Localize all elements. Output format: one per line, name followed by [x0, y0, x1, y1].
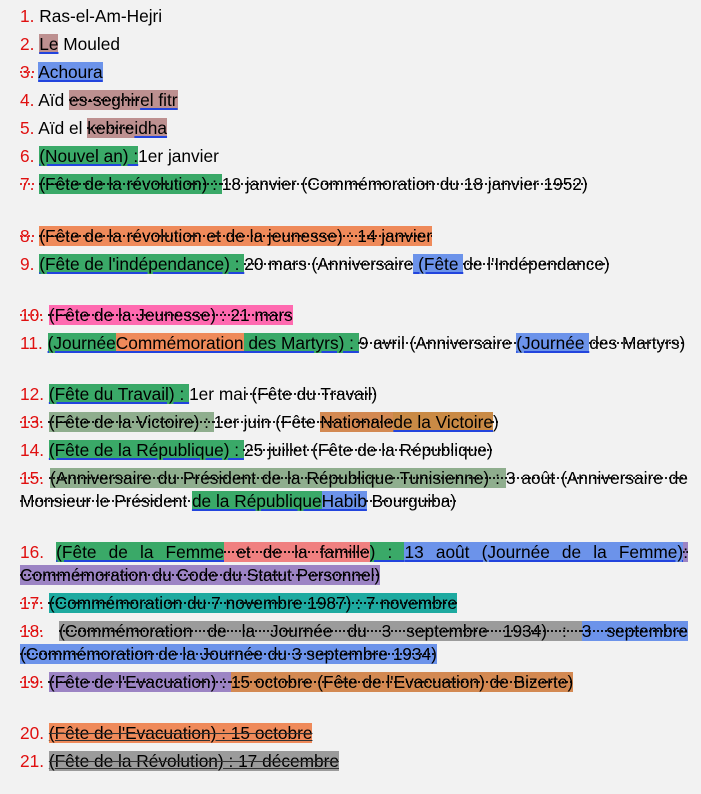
item-number: 8.: [20, 226, 35, 246]
item-text-segment: 1er janvier: [138, 146, 219, 166]
item-text-segment: (Fête de la Victoire) :: [48, 412, 214, 432]
list-item: [20, 89, 688, 112]
list-item: [20, 33, 688, 56]
item-number: 3.: [20, 62, 35, 82]
item-text-segment: de l'Indépendance): [463, 254, 610, 274]
item-text-segment: (Fête: [413, 254, 464, 274]
item-text-segment: (Commémoration de la Journée du 3 septembre 1934) :: [59, 621, 582, 641]
list-item: [20, 671, 688, 694]
item-text-segment: ): [492, 412, 499, 432]
item-text-segment: es-seghir: [69, 90, 141, 110]
item-text-segment: 15 octobre (Fête de l'Evacuation) de Bizerte): [230, 672, 574, 692]
item-number: 1.: [20, 6, 35, 26]
list-item: [20, 439, 688, 462]
item-text-segment: (Fête de la Révolution) : 17 décembre: [48, 751, 339, 771]
item-text-segment: ) :: [369, 542, 405, 562]
item-text-segment: 3 septembre (Commémoration de la Journée du 3 septembre 1934): [20, 621, 688, 664]
item-text-segment: (Fête de la révolution et de la jeunesse) : 14 janvier: [39, 226, 433, 246]
item-number: 15.: [20, 468, 45, 488]
item-number: 18.: [20, 621, 45, 641]
item-text-segment: (Fête de la Jeunesse) : 21 mars: [48, 305, 293, 325]
item-text-segment: el fitr: [140, 90, 178, 110]
item-text-segment: Le: [39, 34, 59, 54]
list-item: [20, 541, 688, 587]
item-text-segment: idha: [134, 118, 168, 138]
item-number: 4.: [20, 90, 35, 110]
list-item: [20, 145, 688, 168]
item-text-segment: 18 janvier (Commémoration du 18 janvier 1952): [221, 174, 588, 194]
item-number: 5.: [20, 118, 35, 138]
item-text-segment: 20 mars (Anniversaire: [244, 254, 414, 274]
item-text-segment: Ras-el-Am-Hejri: [39, 6, 163, 26]
item-text-segment: (Fête de la Femme: [56, 542, 225, 562]
item-number: 19.: [20, 672, 45, 692]
item-text-segment: (Fête du Travail): [246, 384, 378, 404]
item-number: 2.: [20, 34, 35, 54]
item-number: 7.: [20, 174, 35, 194]
item-number: 9.: [20, 254, 35, 274]
item-text-segment: Achoura: [38, 62, 103, 82]
list-item: [20, 411, 688, 434]
item-text-segment: 25 juillet (Fête de la République): [243, 440, 493, 460]
item-text-segment: (Journée: [516, 333, 590, 353]
item-number: 12.: [20, 384, 45, 404]
item-number: 14.: [20, 440, 45, 460]
list-item: [20, 61, 688, 84]
item-text-segment: Mouled: [58, 34, 120, 54]
list-item: [20, 467, 688, 513]
item-text-segment: (Fête de la révolution) :: [39, 174, 222, 194]
list-item: [20, 173, 688, 196]
item-text-segment: (Nouvel an) :: [39, 146, 139, 166]
item-number: 11.: [20, 333, 43, 353]
item-text-segment: 1er juin (Fête: [213, 412, 321, 432]
list-item: [20, 592, 688, 615]
item-text-segment: Habib: [321, 491, 367, 511]
item-text-segment: Nationale: [320, 412, 394, 432]
item-text-segment: de la République: [191, 491, 322, 511]
item-text-segment: 13 août (Journée de la Femme): [404, 542, 684, 562]
item-text-segment: kebire: [87, 118, 135, 138]
item-text-segment: (Fête de l'Evacuation) : 15 octobre: [48, 723, 313, 743]
item-text-segment: (Journée: [47, 333, 116, 353]
item-text-segment: : Commémoration du Code du Statut Personnel): [20, 542, 688, 585]
item-text-segment: Aïd: [38, 90, 70, 110]
item-number: 6.: [20, 146, 35, 166]
list-item: [20, 383, 688, 406]
item-number: 17.: [20, 593, 45, 613]
item-text-segment: de la Victoire: [393, 412, 493, 432]
list-item: [20, 5, 688, 28]
item-text-segment: (Fête de l'Evacuation) :: [48, 672, 231, 692]
item-text-segment: (Commémoration du 7 novembre 1987) : 7 novembre: [48, 593, 458, 613]
item-text-segment: Bourguiba): [366, 491, 457, 511]
list-item: [20, 304, 688, 327]
list-item: [20, 225, 688, 248]
item-text-segment: des Martyrs): [589, 333, 686, 353]
item-number: 13.: [20, 412, 45, 432]
item-text-segment: et de la famille: [224, 542, 370, 562]
item-text-segment: (Fête de la République) :: [48, 440, 244, 460]
item-text-segment: Commémoration: [115, 333, 244, 353]
list-item: [20, 253, 688, 276]
list-item: [20, 117, 688, 140]
item-number: 21.: [20, 751, 45, 771]
item-number: 10.: [20, 305, 45, 325]
item-number: 20.: [20, 723, 45, 743]
item-text-segment: (Anniversaire du Président de la République Tunisienne) :: [49, 468, 506, 488]
item-text-segment: (Fête du Travail) :: [48, 384, 190, 404]
list-item: [20, 332, 688, 355]
item-text-segment: Aïd el: [38, 118, 88, 138]
item-number: 16.: [20, 542, 45, 562]
item-text-segment: des Martyrs) :: [243, 333, 359, 353]
list-item: [20, 722, 688, 745]
list-item: [20, 750, 688, 773]
list-item: [20, 620, 688, 666]
item-text-segment: 3 août (Anniversaire de Monsieur le Président: [20, 468, 688, 511]
item-text-segment: 1er mai: [189, 384, 247, 404]
item-text-segment: (Fête de l'indépendance) :: [39, 254, 245, 274]
item-text-segment: 9 avril (Anniversaire: [358, 333, 517, 353]
